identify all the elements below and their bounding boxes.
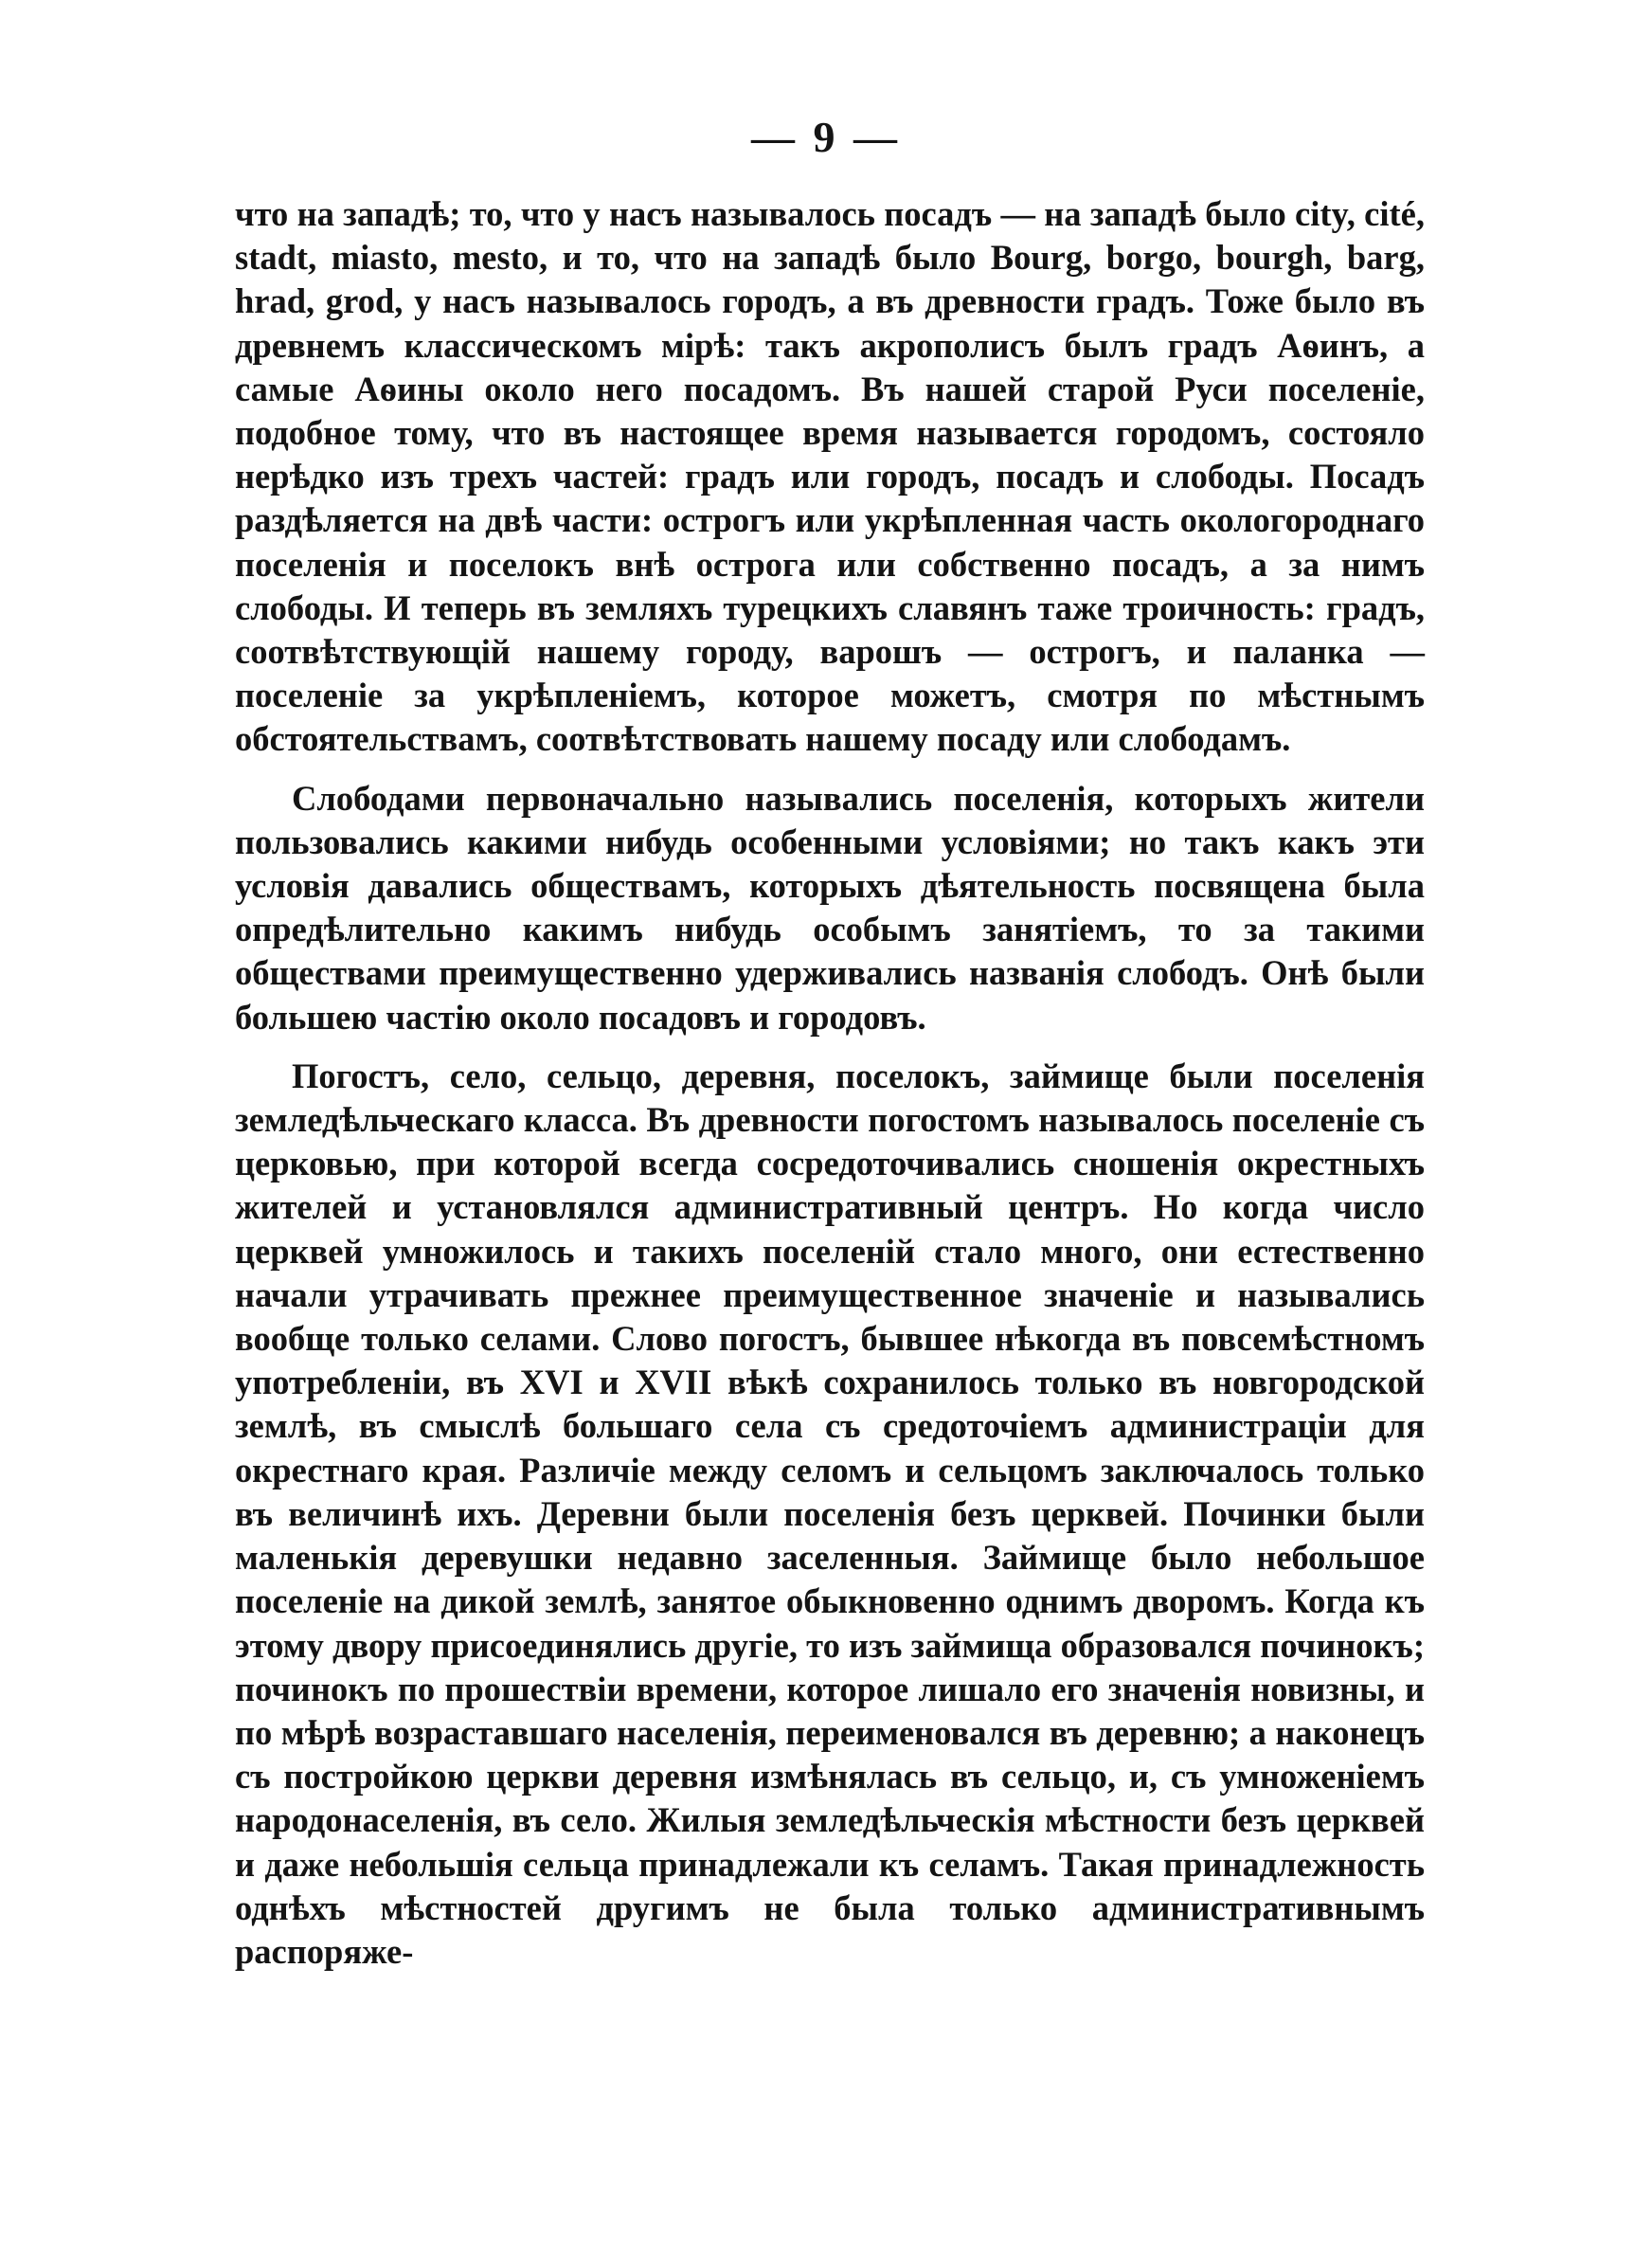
paragraph-1: что на западѣ; то, что у насъ называлось посадъ — на западѣ было city, cité, stadt, miasto, mesto, и то, что на западѣ было Bourg, borgo, bourgh, barg, hrad, grod, у насъ называлось городъ, а въ древности градъ. Тоже было въ древнемъ классическомъ мірѣ: такъ акрополисъ былъ градъ Аѳинъ, а самые Аѳины около него посадомъ. Въ нашей старой Руси поселеніе, подобное тому, что въ настоящее время называется городомъ, состояло нерѣдко изъ трехъ частей: градъ или городъ, посадъ и слободы. Посадъ раздѣляется на двѣ части: острогъ или укрѣпленная часть окологороднаго поселенія и поселокъ внѣ острога или собственно посадъ, а за нимъ слободы. И теперь въ земляхъ турецкихъ славянъ таже троичность: градъ, соотвѣтствующій нашему городу, варошъ — острогъ, и паланка — поселеніе за укрѣпленіемъ, которое можетъ, смотря по мѣстнымъ обстоятельствамъ, соотвѣтствовать нашему посаду или слободамъ. [235,194,1425,759]
body-text [235,192,1425,1974]
page-number: — 9 — [751,113,901,161]
paragraph-2: Слободами первоначально назывались поселенія, которыхъ жители пользовались какими нибудь особенными условіями; но такъ какъ эти условія давались обществамъ, которыхъ дѣятельность посвящена была опредѣлительно какимъ нибудь особымъ занятіемъ, то за такими обществами преимущественно удерживались названія слободъ. Онѣ были большею частію около посадовъ и городовъ. [235,778,1425,1037]
paragraph-3: Погостъ, село, сельцо, деревня, поселокъ, займище были поселенія земледѣльческаго класса. Въ древности погостомъ называлось поселеніе съ церковью, при которой всегда сосредоточивались сношенія окрестныхъ жителей и установлялся административный центръ. Но когда число церквей умножилось и такихъ поселеній стало много, они естественно начали утрачивать прежнее преимущественное значеніе и назывались вообще только селами. Слово погостъ, бывшее нѣкогда въ повсемѣстномъ употребленіи, въ XVI и XVII вѣкѣ сохранилось только въ новгородской землѣ, въ смыслѣ большаго села съ средоточіемъ администраціи для окрестнаго края. Различіе между селомъ и сельцомъ заключалось только въ величинѣ ихъ. Деревни были поселенія безъ церквей. Починки были маленькія деревушки недавно заселенныя. Займище было небольшое поселеніе на дикой землѣ, занятое обыкновенно однимъ дворомъ. Когда къ этому двору присоединялись другіе, то изъ займища образовался починокъ; починокъ по прошествіи времени, которое лишало его значенія новизны, и по мѣрѣ возраставшаго населенія, переименовался въ деревню; а наконецъ съ постройкою церкви деревня измѣнялась въ сельцо, и, съ умноженіемъ народонаселенія, въ село. Жилыя земледѣльческія мѣстности безъ церквей и даже небольшія сельца принадлежали къ селамъ. Такая принадлежность однѣхъ мѣстностей другимъ не была только административнымъ распоряже- [235,1056,1425,1971]
